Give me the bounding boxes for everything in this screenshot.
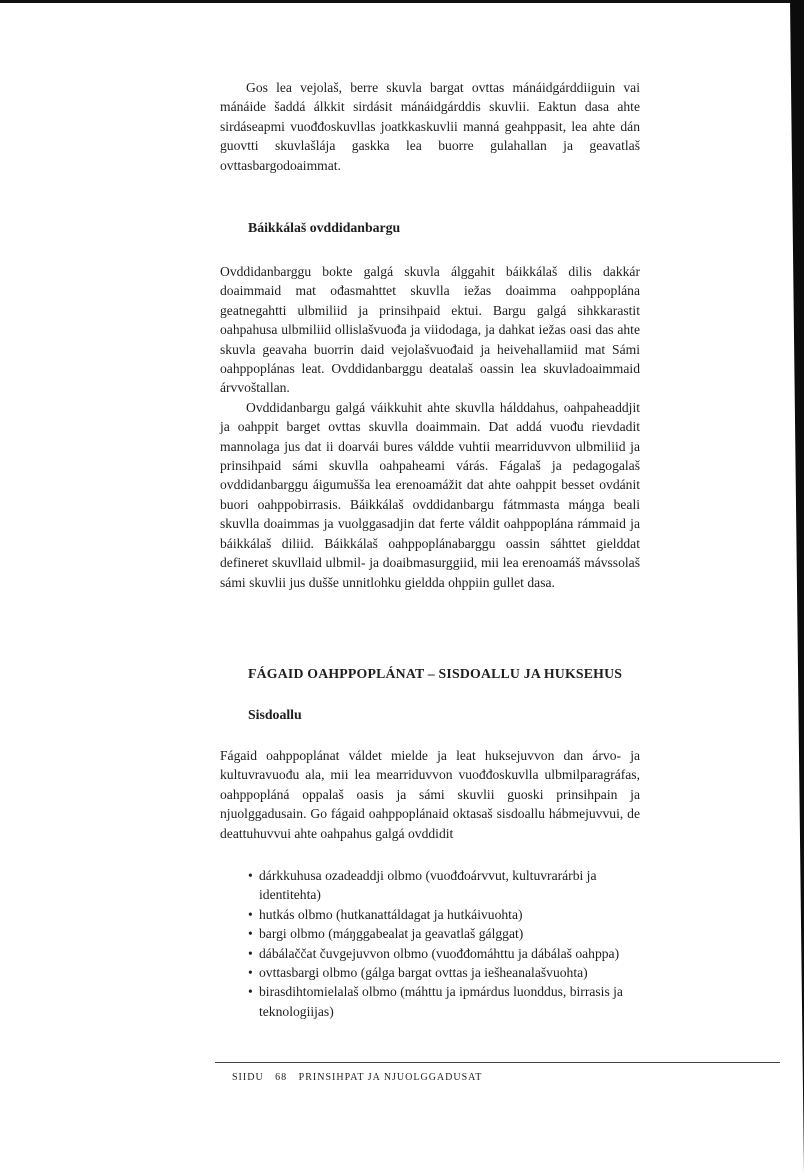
- intro-paragraph: Gos lea vejolaš, berre skuvla bargat ovttas mánáidgárddiiguin vai mánáide šaddá álkkit sirdásit mánáidgárddis skuvlii. Eaktun dasa ahte sirdáseapmi vuođđoskuvllas joatkkaskuvlii manná geahppasit, lea ahte dán guovtti skuvlašlája gaskka lea buorre gulahallan ja geavatlaš ovttasbargodoaimmat.: [220, 80, 640, 173]
- section-heading-fagaid-oahppoplanat: FÁGAID OAHPPOPLÁNAT – SISDOALLU JA HUKSEHUS: [248, 666, 623, 681]
- list-item: • dábálaččat čuvgejuvvon olbmo (vuođđomáhttu ja dábálaš oahppa): [248, 944, 643, 963]
- section2-body: [220, 746, 640, 843]
- list-item: • hutkás olbmo (hutkanattáldagat ja hutkáivuohta): [248, 905, 643, 924]
- footer-rule: [215, 1062, 780, 1063]
- list-item: • ovttasbargi olbmo (gálga bargat ovttas ja iešheanalašvuohta): [248, 963, 643, 982]
- section2-paragraph: Fágaid oahppoplánat váldet mielde ja leat huksejuvvon dan árvo- ja kultuvravuođu ala, mii lea mearriduvvon vuođđoskuvlla ulbmilparagráfas, oahppopláná oppalaš oasis ja sámi skuvlii guoski prinsihpain ja njuolggadusain. Go fágaid oahppoplánaid oktasaš sisdoallu hábmejuvvui, de deattuhuvvui ahte oahpahus galgá ovddidit: [220, 748, 640, 841]
- section-heading-ovddidanbargu: Báikkálaš ovddidanbargu: [248, 220, 401, 235]
- section1-body: [220, 262, 640, 592]
- list-item: • birasdihtomielalaš olbmo (máhttu ja ipmárdus luonddus, birrasis ja teknologiijas): [248, 982, 643, 1021]
- list-item: • dárkkuhusa ozadeaddji olbmo (vuođđoárvvut, kultuvrarárbi ja identitehta): [248, 866, 643, 905]
- page-footer: [232, 1072, 490, 1083]
- section1-paragraph-1: Ovddidanbarggu bokte galgá skuvla álggahit báikkálaš dilis dakkár doaimmaid mat ođasmahttet skuvlla iežas doaimma oahppoplána geatnegahtti ulbmiliid ja prinsihpaid ektui. Bargu galgá sihkkarastit oahpahusa ulbmiliid ollislašvuođa ja viidodaga, ja dahkat iežas oasi das ahte skuvla geavaha buorrin daid vejolašvuođaid ja heivehallamiid mat Sámi oahppoplánas leat. Ovddidanbarggu deatalaš oassin lea skuvladoaimmaid árvvoštallan.: [220, 264, 640, 396]
- scan-edge-right: [790, 0, 804, 1174]
- section1-paragraph-2: Ovddidanbargu galgá váikkuhit ahte skuvlla hálddahus, oahpaheaddjit ja oahppit barget ovttas skuvlla doaimmain. Dat addá vuođu rievdadit mannolaga jus dat ii doarvái bures váldde vuhtii mearriduvvon ulbmiliid ja prinsihpaid sámi skuvlla oahpaheami várás. Fágalaš ja pedagogalaš ovddidanbarggu áigumušša lea erenoamážit dat ahte oahppit besset ovdánit buori oahppobirrasis. Báikkálaš ovddidanbargu fátmmasta máŋga beali skuvlla doaimmas ja vuolggasadjin dat ferte váldit oahppoplána rámmaid ja báikkálaš diliid. Báikkálaš oahppoplánabarggu oassin sáhttet gielddat defineret skuvllaid ulbmil- ja doaibmasurggiid, mii lea erenoamáš mávssolaš sámi skuvlii jus dušše unnitlohku gieldda ohppiin gullet dasa.: [220, 399, 640, 590]
- scan-edge-top: [0, 0, 804, 3]
- subheading-sisdoallu: Sisdoallu: [248, 707, 302, 722]
- list-item: • bargi olbmo (máŋggabealat ja geavatlaš gálggat): [248, 924, 643, 943]
- footer-title: PRINSIHPAT JA NJUOLGGADUSAT: [298, 1072, 483, 1083]
- bullet-list: [248, 866, 643, 1021]
- intro-block: [220, 78, 640, 175]
- footer-page-number: 68: [275, 1072, 288, 1083]
- footer-label: SIIDU: [232, 1072, 264, 1083]
